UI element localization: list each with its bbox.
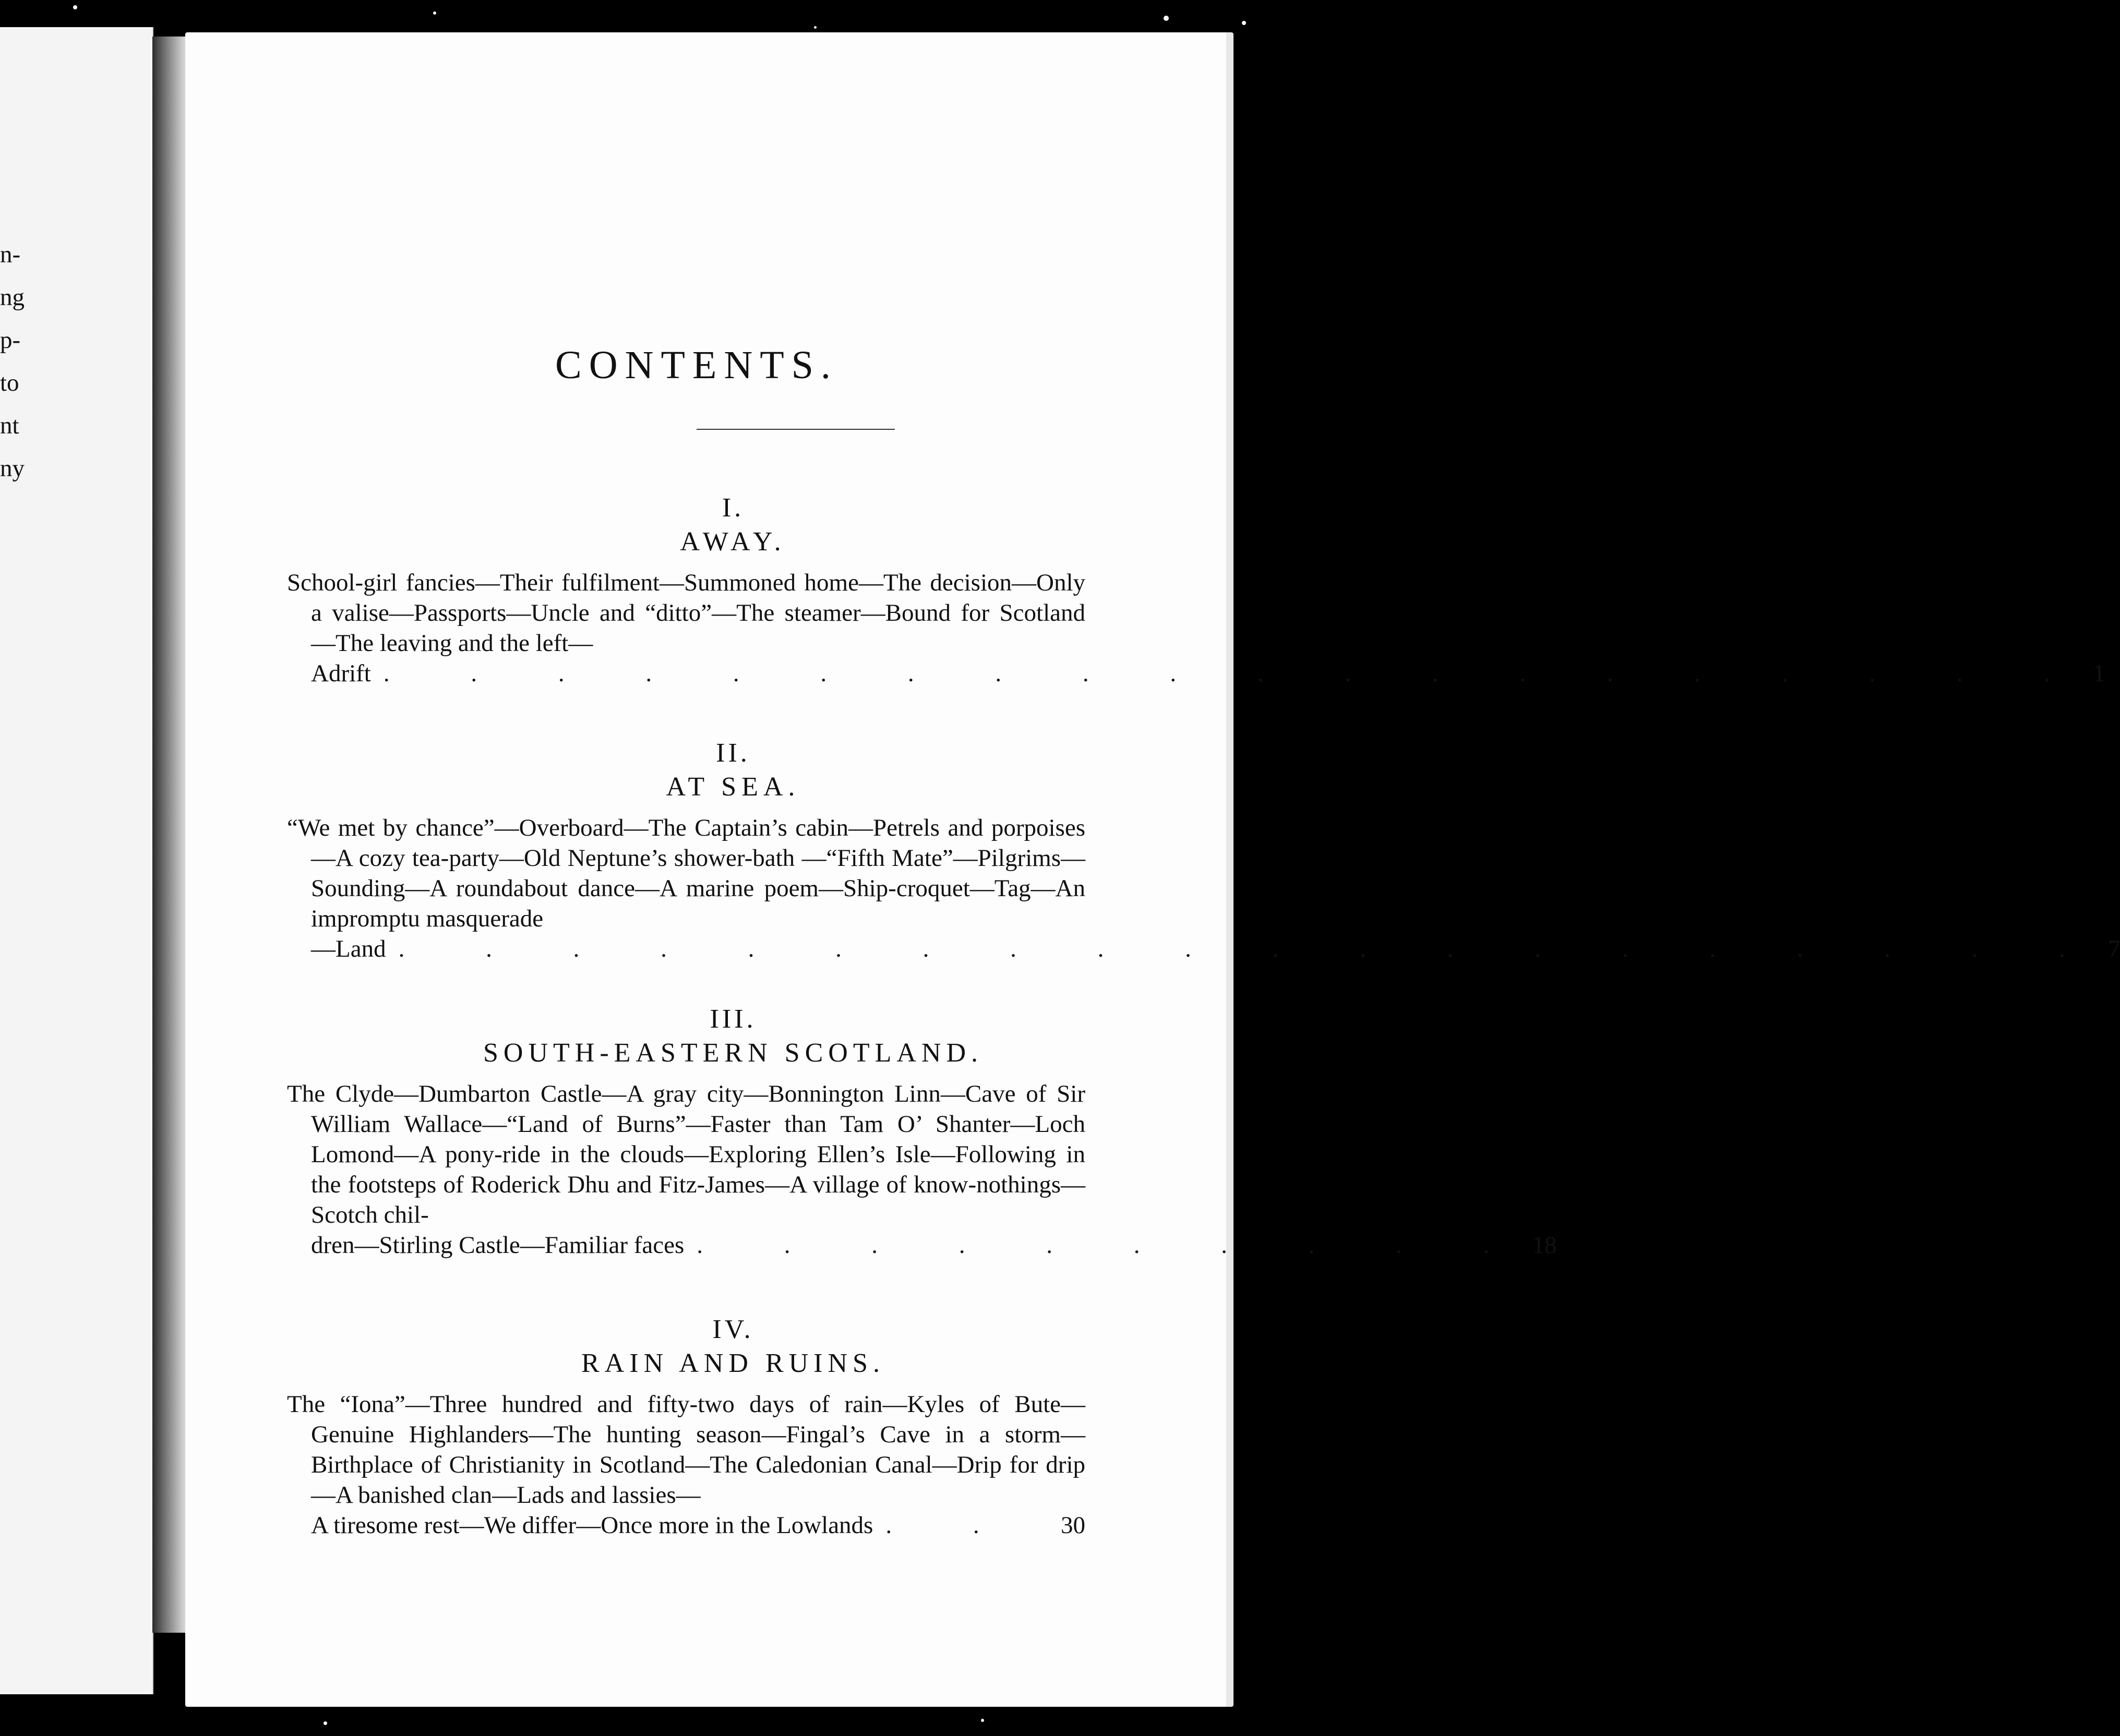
scan-speck [814,26,817,29]
page-title: CONTENTS. [555,343,838,387]
book-gutter-shadow [152,37,189,1633]
section-description: The Clyde—Dumbarton Castle—A gray city—Bonnington Linn—Cave of Sir William Wallace—“Land of Burns”—Faster than Tam O’ Shanter—Loch Lomond—A pony-ride in the clouds—Exploring Ellen’s Isle—Following in the footsteps of Roderick Dhu and Fitz-James—A village of know-nothings—Scotch chil- [287,1080,1085,1228]
left-page-text-fragments [0,233,31,490]
scan-speck [1242,21,1246,25]
section-description: The “Iona”—Three hundred and fifty-two days of rain—Kyles of Bute—Genuine Highlanders—The hunting season—Fingal’s Cave in a storm—Birthplace of Christianity in Scotland—The Caledonian Canal—Drip for drip—A banished clan—Lads and lassies— [287,1391,1085,1509]
section-last-line: dren—Stirling Castle—Familiar faces [311,1232,685,1259]
toc-section-2 [287,737,2120,964]
section-last-line: A tiresome rest—We differ—Once more in the Lowlands [311,1512,873,1539]
scan-speck [1164,16,1169,21]
dot-leader: . . . . . . . . . . [697,1232,1527,1259]
page-number: 7 [2107,935,2120,962]
section-title: SOUTH-EASTERN SCOTLAND. [483,1038,983,1068]
dot-leader: . . [885,1512,1017,1539]
section-last-line: Adrift [311,660,371,687]
section-title: AT SEA. [666,772,800,802]
left-fragment-line: n- [0,241,21,268]
toc-section-4 [287,1313,1085,1540]
section-last-line: —Land [311,935,386,962]
title-divider [697,429,895,430]
left-facing-page [0,27,153,1694]
scan-speck [981,1719,984,1722]
scan-speck [73,5,77,9]
toc-section-3 [287,1003,1557,1260]
dot-leader: . . . . . . . . . . . . . . . . . . . . [398,935,2103,962]
left-fragment-line: nt [0,412,19,439]
section-leader-row [287,658,2105,689]
page-number: 1 [2093,660,2105,687]
scan-speck [433,11,436,15]
toc-section-1 [287,491,2105,689]
contents-page [185,32,2120,1707]
section-description: School-girl fancies—Their fulfilment—Summoned home—The decision—Only a valise—Passports—Uncle and “ditto”—The steamer—Bound for Scotland—The leaving and the left— [287,569,1085,657]
section-leader-row [287,1230,1557,1260]
section-description: “We met by chance”—Overboard—The Captain’s cabin—Petrels and porpoises—A cozy tea-party—Old Neptune’s shower-bath —“Fifth Mate”—Pilgrims—Sounding—A roundabout dance—A marine poem—Ship-croquet—Tag—An impromptu masquerade [287,814,1085,932]
page-number: 30 [1061,1512,1085,1539]
section-number: I. [722,493,745,523]
section-number: III. [710,1004,757,1034]
section-leader-row [287,1510,1085,1540]
left-fragment-line: to [0,369,19,396]
section-number: IV. [712,1315,754,1344]
dot-leader: . . . . . . . . . . . . . . . . . . . . [383,660,2088,687]
left-fragment-line: p- [0,327,21,354]
section-title: RAIN AND RUINS. [581,1348,885,1378]
section-number: II. [716,738,750,768]
page-number: 18 [1532,1232,1557,1259]
section-leader-row [287,934,2120,964]
left-fragment-line: ny [0,455,25,482]
section-title: AWAY. [680,527,786,557]
scan-speck [324,1721,327,1725]
left-fragment-line: ng [0,284,25,311]
